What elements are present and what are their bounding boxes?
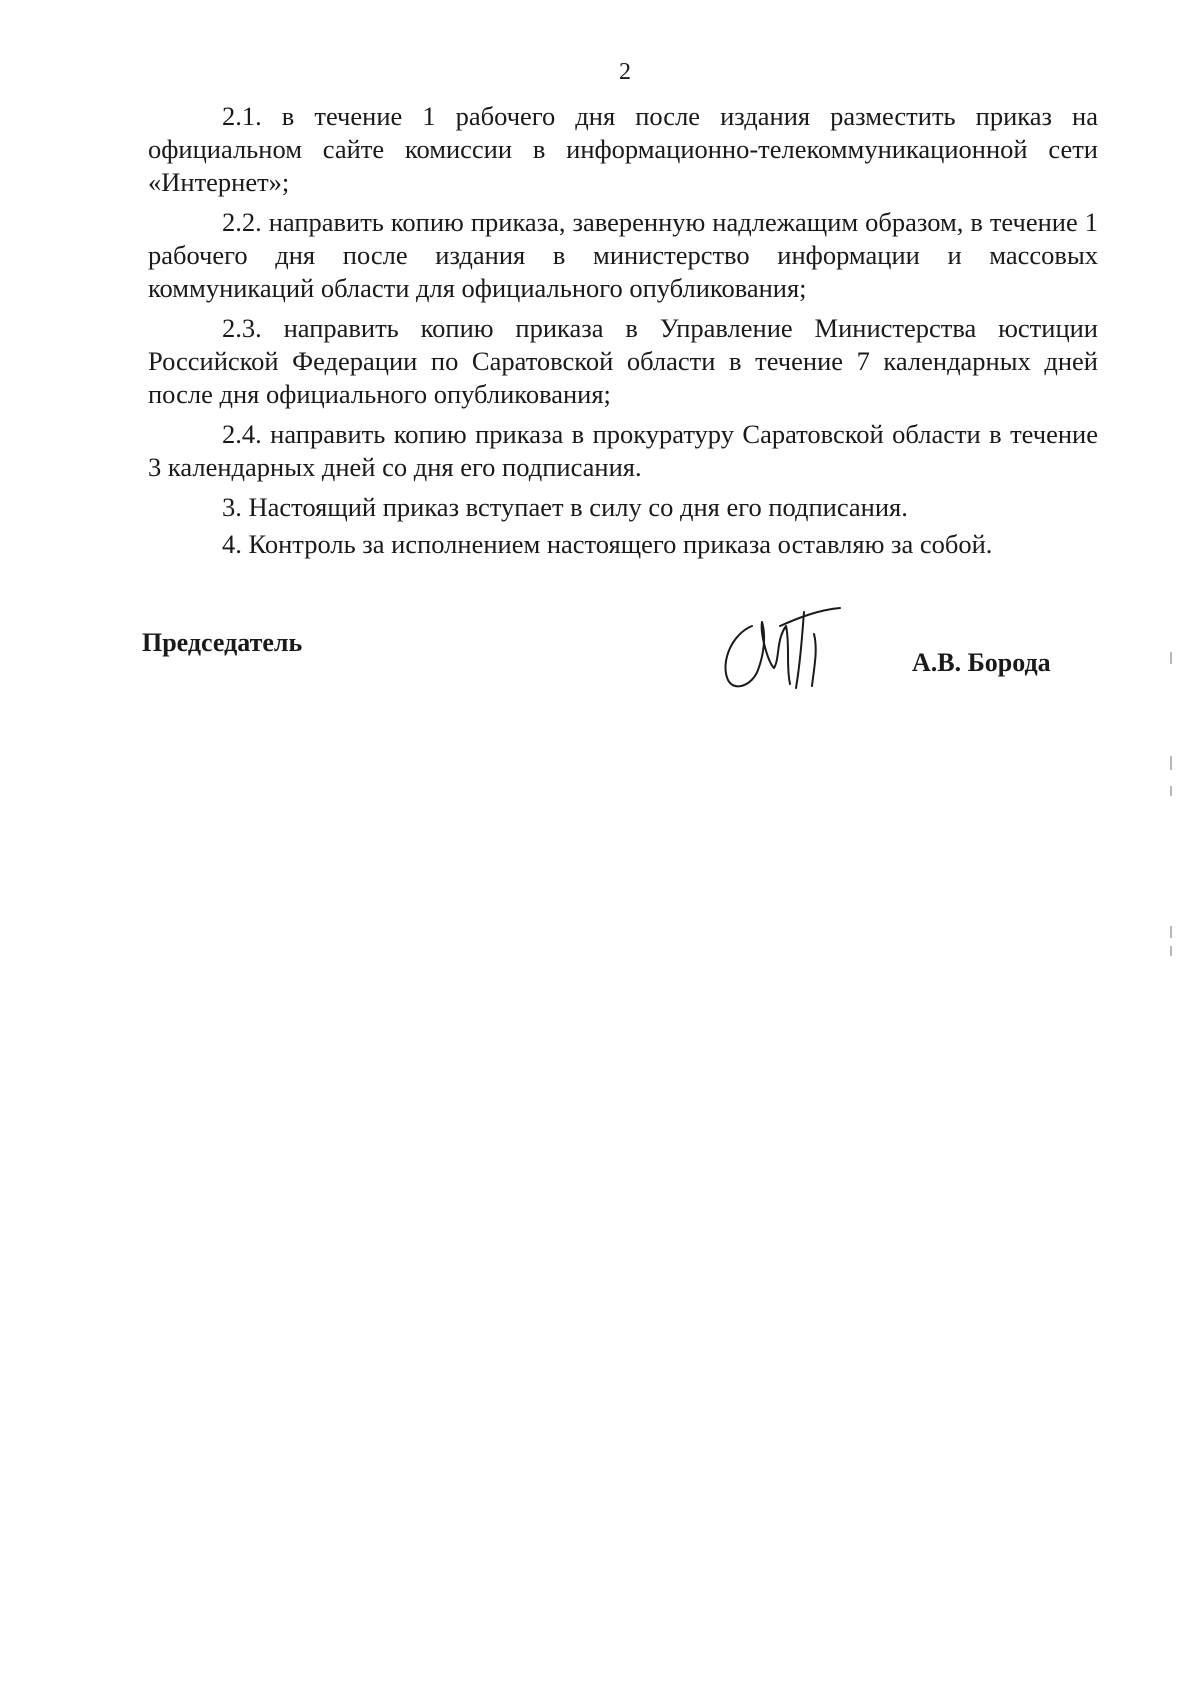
paragraph-4: 4. Контроль за исполнением настоящего приказа оставляю за собой. bbox=[222, 529, 993, 559]
order-body bbox=[148, 100, 1098, 565]
page-number: 2 bbox=[619, 59, 631, 85]
signatory-name: А.В. Борода bbox=[912, 648, 1051, 677]
scan-artifact bbox=[1170, 926, 1172, 938]
paragraph-2-2: 2.2. направить копию приказа, заверенную надлежащим образом, в течение 1 рабочего дня после издания в министерство информации и массовых коммуникаций области для официального опубликования; bbox=[148, 207, 1098, 303]
scan-artifact bbox=[1170, 756, 1172, 770]
signatory-position: Председатель bbox=[142, 628, 303, 657]
paragraph-3: 3. Настоящий приказ вступает в силу со дня его подписания. bbox=[222, 492, 908, 522]
paragraph-2-3: 2.3. направить копию приказа в Управление Министерства юстиции Российской Федерации по Саратовской области в течение 7 календарных дней после дня официального опубликования; bbox=[148, 313, 1098, 409]
scan-artifact bbox=[1170, 946, 1172, 956]
handwritten-signature bbox=[718, 604, 844, 696]
scan-artifact bbox=[1170, 786, 1172, 796]
paragraph-2-1: 2.1. в течение 1 рабочего дня после издания разместить приказ на официальном сайте комиссии в информационно-телекоммуникационной сети «Интернет»; bbox=[148, 101, 1098, 197]
scan-artifact bbox=[1170, 652, 1172, 664]
paragraph-2-4: 2.4. направить копию приказа в прокуратуру Саратовской области в течение 3 календарных дней со дня его подписания. bbox=[148, 419, 1098, 482]
